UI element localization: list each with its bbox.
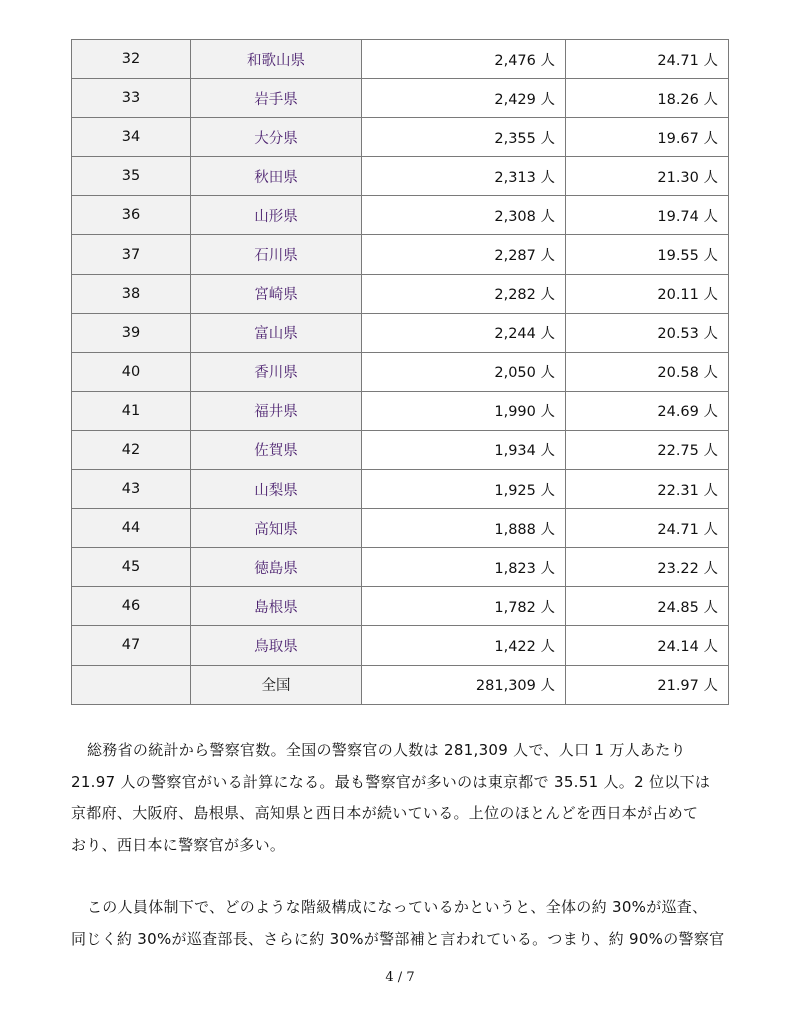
table-row	[72, 196, 729, 235]
table-row	[72, 470, 729, 509]
rank-cell: 40	[72, 352, 191, 391]
table-total-row	[72, 665, 729, 704]
rank-cell: 39	[72, 313, 191, 352]
officer-count-cell: 1,422 人	[362, 626, 566, 665]
officer-count-cell: 1,782 人	[362, 587, 566, 626]
officers-per-10k-cell: 21.30 人	[566, 157, 729, 196]
officer-count-cell: 2,313 人	[362, 157, 566, 196]
rank-cell: 41	[72, 391, 191, 430]
prefecture-cell: 秋田県	[191, 157, 362, 196]
officers-per-10k-cell: 23.22 人	[566, 548, 729, 587]
table-row	[72, 548, 729, 587]
prefecture-cell: 和歌山県	[191, 40, 362, 79]
officers-per-10k-cell: 20.58 人	[566, 352, 729, 391]
rank-cell: 34	[72, 118, 191, 157]
prefecture-cell: 山形県	[191, 196, 362, 235]
rank-cell: 38	[72, 274, 191, 313]
rank-cell: 46	[72, 587, 191, 626]
officer-count-cell: 2,355 人	[362, 118, 566, 157]
rank-cell: 45	[72, 548, 191, 587]
rank-cell: 42	[72, 430, 191, 469]
table-row	[72, 40, 729, 79]
table-row	[72, 430, 729, 469]
table-row	[72, 509, 729, 548]
prefecture-cell: 岩手県	[191, 79, 362, 118]
paragraph-line: 総務省の統計から警察官数。全国の警察官の人数は 281,309 人で、人口 1 万人あたり	[87, 741, 686, 759]
paragraph-line: 京都府、大阪府、島根県、高知県と西日本が続いている。上位のほとんどを西日本が占めて	[71, 804, 699, 822]
prefecture-cell: 徳島県	[191, 548, 362, 587]
officers-per-10k-cell: 19.55 人	[566, 235, 729, 274]
officers-per-10k-cell: 20.11 人	[566, 274, 729, 313]
officer-count-cell: 2,282 人	[362, 274, 566, 313]
rank-cell: 32	[72, 40, 191, 79]
prefecture-cell: 石川県	[191, 235, 362, 274]
officers-per-10k-cell: 22.31 人	[566, 470, 729, 509]
prefecture-cell: 鳥取県	[191, 626, 362, 665]
prefecture-cell: 山梨県	[191, 470, 362, 509]
officers-per-10k-cell: 24.71 人	[566, 40, 729, 79]
rank-cell: 35	[72, 157, 191, 196]
officers-per-10k-cell: 24.85 人	[566, 587, 729, 626]
officers-per-10k-cell: 24.71 人	[566, 509, 729, 548]
officers-per-10k-cell: 19.74 人	[566, 196, 729, 235]
table-row	[72, 313, 729, 352]
prefecture-cell: 佐賀県	[191, 430, 362, 469]
table-row	[72, 391, 729, 430]
officers-per-10k-cell: 18.26 人	[566, 79, 729, 118]
rank-cell: 47	[72, 626, 191, 665]
table-row	[72, 118, 729, 157]
officer-count-cell: 1,925 人	[362, 470, 566, 509]
table-row	[72, 79, 729, 118]
table-row	[72, 274, 729, 313]
total-label-cell: 全国	[191, 665, 362, 704]
officer-count-cell: 1,888 人	[362, 509, 566, 548]
officers-per-10k-cell: 21.97 人	[566, 665, 729, 704]
officer-count-cell: 281,309 人	[362, 665, 566, 704]
paragraph-line: 同じく約 30%が巡査部長、さらに約 30%が警部補と言われている。つまり、約 90%の警察官	[71, 929, 725, 948]
police-officers-table	[71, 39, 729, 705]
officers-per-10k-cell: 20.53 人	[566, 313, 729, 352]
prefecture-cell: 高知県	[191, 509, 362, 548]
rank-cell: 36	[72, 196, 191, 235]
rank-cell: 37	[72, 235, 191, 274]
officer-count-cell: 1,934 人	[362, 430, 566, 469]
paragraph-line: おり、西日本に警察官が多い。	[71, 835, 286, 854]
officers-per-10k-cell: 24.69 人	[566, 391, 729, 430]
table-row	[72, 157, 729, 196]
officer-count-cell: 2,308 人	[362, 196, 566, 235]
paragraph-officer-statistics	[71, 735, 731, 861]
page-number: 4 / 7	[385, 970, 415, 985]
officer-count-cell: 1,823 人	[362, 548, 566, 587]
table-row	[72, 626, 729, 665]
prefecture-cell: 富山県	[191, 313, 362, 352]
paragraph-line: 21.97 人の警察官がいる計算になる。最も警察官が多いのは東京都で 35.51 人。2 位以下は	[71, 772, 711, 791]
prefecture-cell: 大分県	[191, 118, 362, 157]
officers-per-10k-cell: 22.75 人	[566, 430, 729, 469]
prefecture-cell: 香川県	[191, 352, 362, 391]
officer-count-cell: 1,990 人	[362, 391, 566, 430]
officer-count-cell: 2,429 人	[362, 79, 566, 118]
table-row	[72, 235, 729, 274]
prefecture-cell: 宮崎県	[191, 274, 362, 313]
paragraph-line: この人員体制下で、どのような階級構成になっているかというと、全体の約 30%が巡査、	[87, 898, 708, 916]
officer-count-cell: 2,287 人	[362, 235, 566, 274]
officers-per-10k-cell: 24.14 人	[566, 626, 729, 665]
table-row	[72, 587, 729, 626]
rank-cell: 44	[72, 509, 191, 548]
rank-cell: 43	[72, 470, 191, 509]
officer-count-cell: 2,050 人	[362, 352, 566, 391]
paragraph-rank-composition	[71, 892, 731, 955]
rank-cell	[72, 665, 191, 704]
prefecture-cell: 福井県	[191, 391, 362, 430]
table-row	[72, 352, 729, 391]
officer-count-cell: 2,244 人	[362, 313, 566, 352]
rank-cell: 33	[72, 79, 191, 118]
officer-count-cell: 2,476 人	[362, 40, 566, 79]
officers-per-10k-cell: 19.67 人	[566, 118, 729, 157]
prefecture-cell: 島根県	[191, 587, 362, 626]
